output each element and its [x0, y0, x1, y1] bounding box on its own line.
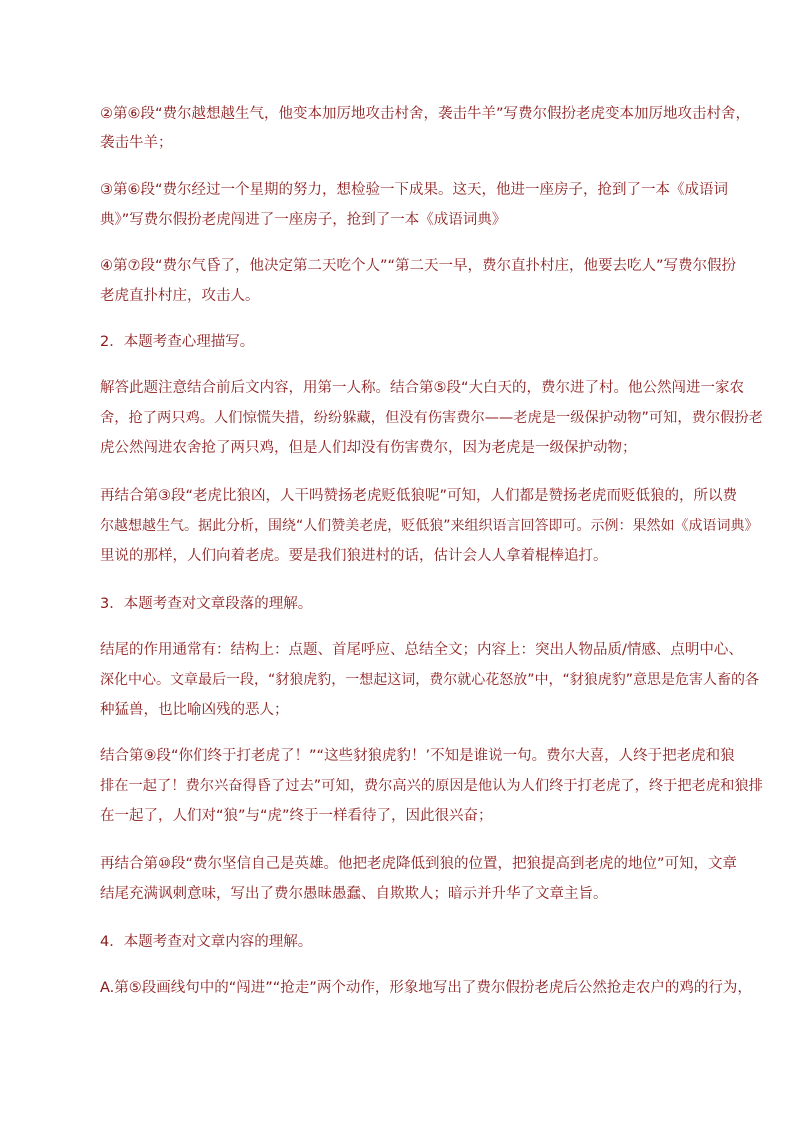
- text-line: 解答此题注意结合前后文内容，用第一人称。结合第⑤段“大白天的，费尔进了村。他公然闯进一家农: [100, 380, 745, 396]
- text-line: 尔越想越生气。据此分析，围绕“人们赞美老虎，贬低狼”来组织语言回答即可。示例：果然如《成语词典》: [100, 518, 759, 534]
- text-line: 典》”写费尔假扮老虎闯进了一座房子，抢到了一本《成语词典》: [100, 212, 507, 228]
- section-heading: 4．本题考查对文章内容的理解。: [100, 934, 313, 950]
- text-line: 再结合第⑩段“费尔坚信自己是英雄。他把老虎降低到狼的位置，把狼提高到老虎的地位”可知，文章: [100, 856, 738, 872]
- text-line: ②第⑥段“费尔越想越生气，他变本加厉地攻击村舍，袭击牛羊”写费尔假扮老虎变本加厉地攻击村舍，: [100, 106, 751, 122]
- text-line: 排在一起了！费尔兴奋得昏了过去”可知，费尔高兴的原因是他认为人们终于打老虎了，终于把老虎和狼排: [100, 778, 763, 794]
- text-line: 里说的那样，人们向着老虎。要是我们狼进村的话，估计会人人拿着棍棒追打。: [100, 548, 608, 564]
- text-line: 在一起了，人们对“狼”与“虎”终于一样看待了，因此很兴奋；: [100, 808, 493, 824]
- text-line: 老虎直扑村庄，攻击人。: [100, 288, 260, 304]
- text-line: 虎公然闯进农舍抢了两只鸡，但是人们却没有伤害费尔，因为老虎是一级保护动物；: [100, 440, 637, 456]
- text-line: 结尾的作用通常有：结构上：点题、首尾呼应、总结全文；内容上：突出人物品质/情感、点明中心、: [100, 642, 743, 658]
- text-line: 种猛兽，也比喻凶残的恶人；: [100, 702, 289, 718]
- text-line: 袭击牛羊；: [100, 135, 173, 151]
- text-line: 结尾充满讽刺意味，写出了费尔愚昧愚蠢、自欺欺人；暗示并升华了文章主旨。: [100, 886, 608, 902]
- section-heading: 3．本题考查对文章段落的理解。: [100, 596, 313, 612]
- text-line: ④第⑦段“费尔气昏了，他决定第二天吃个人”“第二天一早，费尔直扑村庄，他要去吃人”写费尔假扮: [100, 258, 737, 274]
- text-line: 结合第⑨段“你们终于打老虎了！”“这些豺狼虎豹！’不知是谁说一句。费尔大喜，人终于把老虎和狼: [100, 748, 735, 764]
- text-line: 再结合第③段“老虎比狼凶，人干吗赞扬老虎贬低狼呢”可知，人们都是赞扬老虎而贬低狼的，所以费: [100, 488, 738, 504]
- section-heading: 2．本题考查心理描写。: [100, 334, 255, 350]
- text-line: ③第⑥段“费尔经过一个星期的努力，想检验一下成果。这天，他进一座房子，抢到了一本《成语词: [100, 182, 729, 198]
- text-line: A.第⑤段画线句中的“闯进”“抢走”两个动作，形象地写出了费尔假扮老虎后公然抢走农户的鸡的行为，: [100, 980, 752, 996]
- text-line: 舍，抢了两只鸡。人们惊慌失措，纷纷躲藏，但没有伤害费尔——老虎是一级保护动物”可知，费尔假扮老: [100, 410, 763, 426]
- text-line: 深化中心。文章最后一段，“豺狼虎豹，一想起这词，费尔就心花怒放”中，“豺狼虎豹”意思是危害人畜的各: [100, 672, 760, 688]
